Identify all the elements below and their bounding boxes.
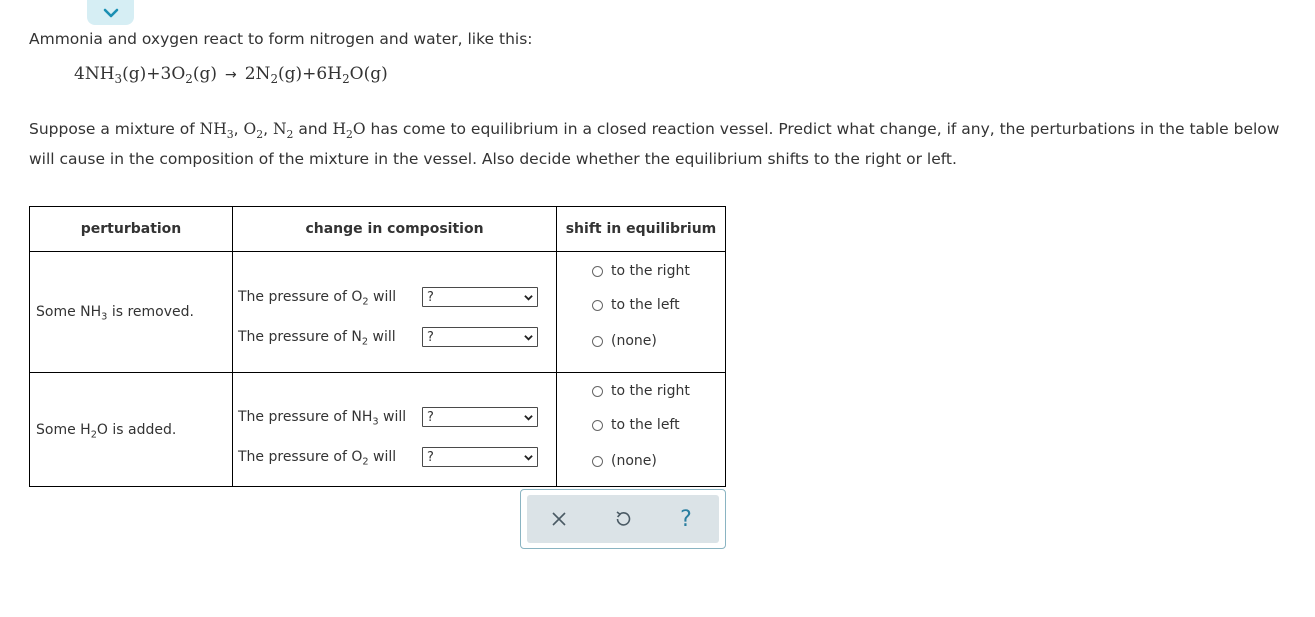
radio-button[interactable] xyxy=(592,456,603,467)
change-cell xyxy=(233,252,557,373)
question-text: Suppose a mixture of $NH_3$, $O_2$, $N_2$ and $H_2O$ has come to equilibrium in a closed reaction vessel. Predict what change, if any, the perturbations in the table below will cause in the composition of the mixture in the vessel. Also decide whether the equilibrium shifts to the right or left. xyxy=(29,120,1280,168)
chevron-down-icon xyxy=(103,8,119,18)
shift-option-left[interactable]: to the left xyxy=(592,297,680,313)
undo-button[interactable] xyxy=(611,507,635,531)
shift-cell xyxy=(557,252,726,373)
change-select[interactable]: ? xyxy=(422,327,538,347)
answer-toolbar xyxy=(520,489,726,549)
header-perturbation: perturbation xyxy=(30,207,233,252)
radio-button[interactable] xyxy=(592,420,603,431)
chevron-down-icon xyxy=(524,453,533,462)
change-line xyxy=(238,287,538,307)
chevron-down-icon xyxy=(524,293,533,302)
change-label: The pressure of $O_2$ will xyxy=(238,449,397,468)
change-line xyxy=(238,447,538,467)
shift-option-left[interactable]: to the left xyxy=(592,417,680,433)
change-cell xyxy=(233,373,557,487)
clear-button[interactable] xyxy=(547,507,571,531)
help-button[interactable]: ? xyxy=(680,506,692,532)
chevron-down-icon xyxy=(524,413,533,422)
table-row xyxy=(30,252,726,373)
collapse-toggle[interactable] xyxy=(87,0,134,25)
change-select[interactable]: ? xyxy=(422,447,538,467)
shift-option-right[interactable]: to the right xyxy=(592,383,690,399)
change-label: The pressure of $N_2$ will xyxy=(238,329,396,348)
header-change: change in composition xyxy=(233,207,557,252)
undo-icon xyxy=(614,510,632,528)
radio-button[interactable] xyxy=(592,336,603,347)
radio-button[interactable] xyxy=(592,266,603,277)
chevron-down-icon xyxy=(524,333,533,342)
perturbation-label: Some $H_2O$ is added. xyxy=(30,373,233,487)
change-label: The pressure of $O_2$ will xyxy=(238,289,397,308)
change-select[interactable]: ? xyxy=(422,287,538,307)
shift-option-none[interactable]: (none) xyxy=(592,333,657,349)
close-icon xyxy=(551,511,567,527)
change-select[interactable]: ? xyxy=(422,407,538,427)
radio-button[interactable] xyxy=(592,300,603,311)
radio-button[interactable] xyxy=(592,386,603,397)
change-line xyxy=(238,327,538,347)
change-line xyxy=(238,407,538,427)
shift-option-right[interactable]: to the right xyxy=(592,263,690,279)
header-shift: shift in equilibrium xyxy=(557,207,726,252)
perturbation-label: Some $NH_3$ is removed. xyxy=(30,252,233,373)
table-row xyxy=(30,373,726,487)
shift-option-none[interactable]: (none) xyxy=(592,453,657,469)
perturbation-table xyxy=(29,206,726,487)
chemical-equation: $4NH_3(g)+3O_2(g) \to 2N_2(g)+6H_2O(g)$ xyxy=(74,64,388,87)
shift-cell xyxy=(557,373,726,487)
toolbar-panel xyxy=(527,495,719,543)
intro-text: Ammonia and oxygen react to form nitrogen and water, like this: xyxy=(29,30,533,48)
reaction-arrow: → xyxy=(225,67,237,83)
change-label: The pressure of $NH_3$ will xyxy=(238,409,407,428)
